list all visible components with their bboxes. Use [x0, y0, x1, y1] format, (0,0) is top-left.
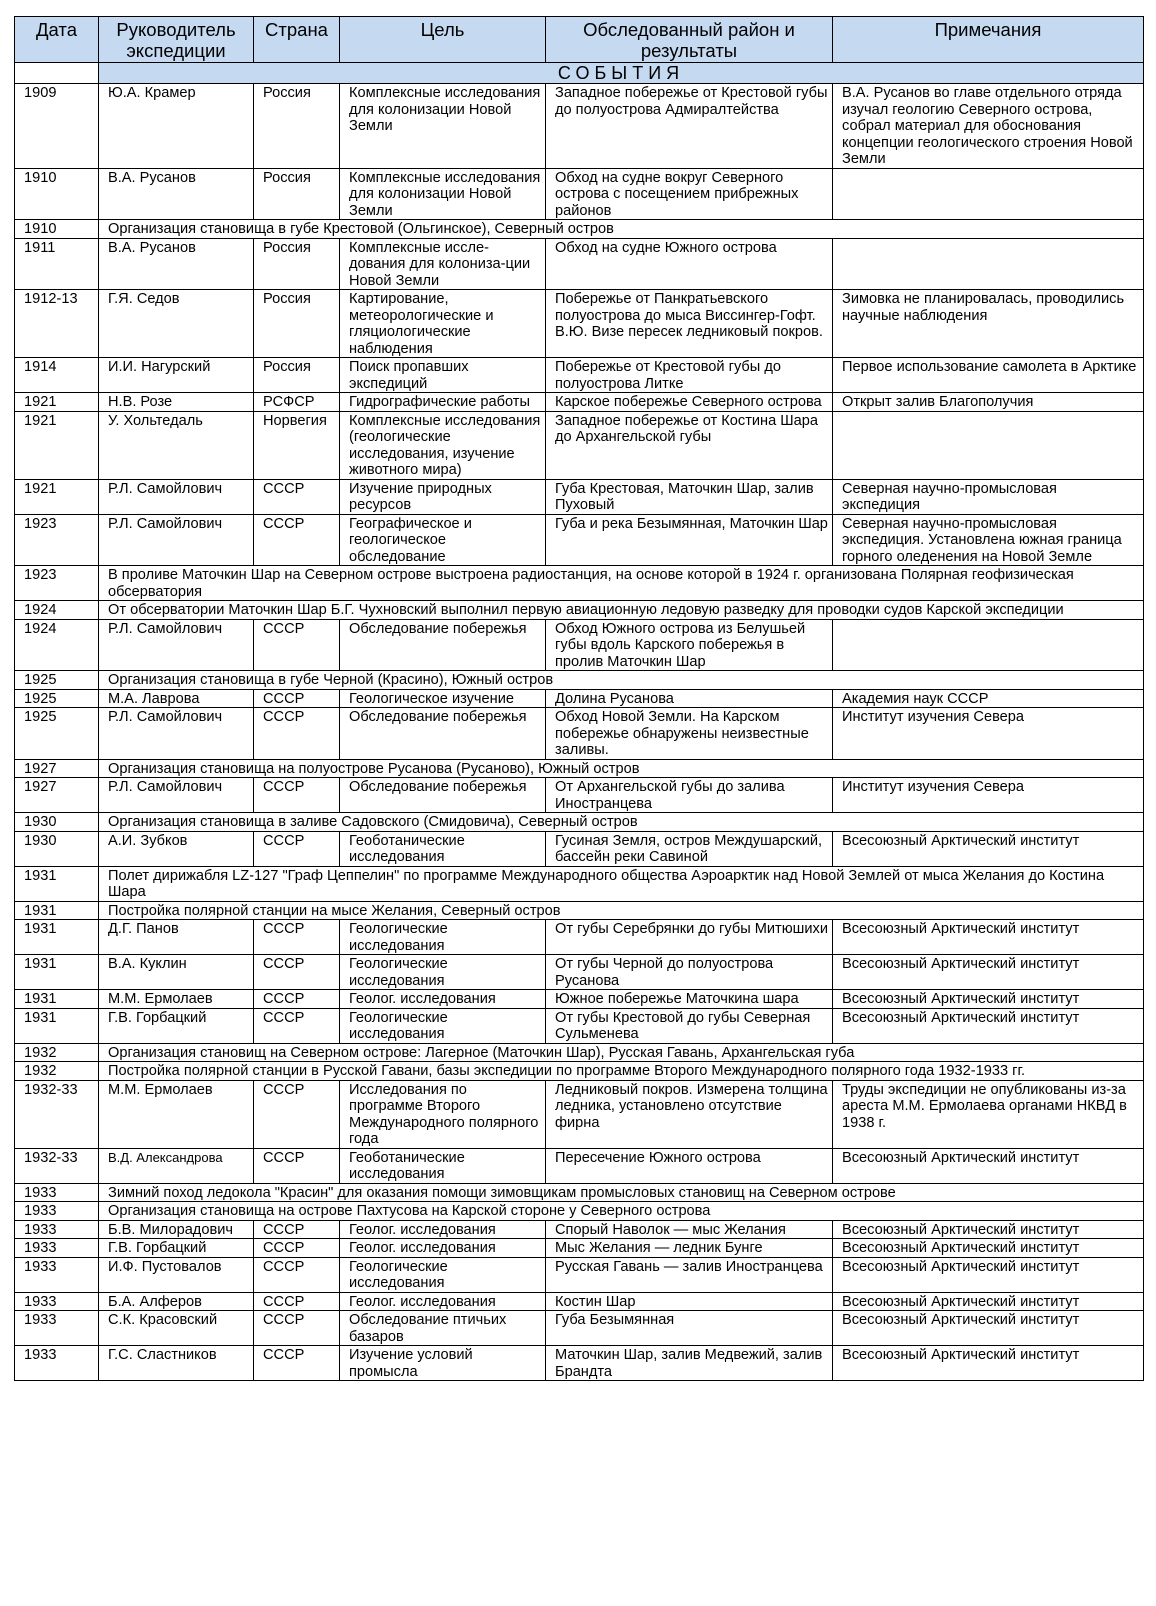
cell-date: 1911 [15, 238, 99, 290]
cell-goal: Геологические исследования [340, 920, 546, 955]
cell-event: Зимний поход ледокола "Красин" для оказания помощи зимовщикам промысловых становищ на Северном острове [99, 1183, 1144, 1202]
cell-notes: Всесоюзный Арктический институт [833, 920, 1144, 955]
cell-leader: Г.Я. Седов [99, 290, 254, 358]
cell-area: Обход Новой Земли. На Карском побережье обнаружены неизвестные заливы. [546, 708, 833, 760]
cell-goal: Географическое и геологическое обследование [340, 514, 546, 566]
cell-notes: Всесоюзный Арктический институт [833, 1220, 1144, 1239]
event-row [15, 566, 1144, 601]
cell-date: 1931 [15, 901, 99, 920]
cell-date: 1931 [15, 990, 99, 1009]
cell-country: СССР [254, 479, 340, 514]
cell-leader: Р.Л. Самойлович [99, 778, 254, 813]
cell-area: Маточкин Шар, залив Медвежий, залив Брандта [546, 1346, 833, 1381]
cell-goal: Комплексные иссле-дования для колониза-ции Новой Земли [340, 238, 546, 290]
cell-notes: Всесоюзный Арктический институт [833, 1148, 1144, 1183]
table-row [15, 1257, 1144, 1292]
cell-notes: В.А. Русанов во главе отдельного отряда изучал геологию Северного острова, собрал материал для обоснования концепции геологического строения Новой Земли [833, 84, 1144, 169]
cell-goal: Геологические исследования [340, 1008, 546, 1043]
cell-event: Организация становища на полуострове Русанова (Русаново), Южный остров [99, 759, 1144, 778]
cell-notes: Всесоюзный Арктический институт [833, 955, 1144, 990]
event-row [15, 1043, 1144, 1062]
cell-event: Организация становища в губе Черной (Красино), Южный остров [99, 671, 1144, 690]
cell-event: От обсерватории Маточкин Шар Б.Г. Чухновский выполнил первую авиационную ледовую разведку для проводки судов Карской экспедиции [99, 601, 1144, 620]
cell-country: СССР [254, 831, 340, 866]
cell-area: Ледниковый покров. Измерена толщина ледника, установлено отсутствие фирна [546, 1080, 833, 1148]
cell-date: 1933 [15, 1202, 99, 1221]
cell-event: Постройка полярной станции в Русской Гавани, базы экспедиции по программе Второго Международного полярного года 1932-1933 гг. [99, 1062, 1144, 1081]
cell-notes: Северная научно-промысловая экспедиция. Установлена южная граница горного оледенения на Новой Земле [833, 514, 1144, 566]
cell-notes: Всесоюзный Арктический институт [833, 1292, 1144, 1311]
cell-goal: Геолог. исследования [340, 1292, 546, 1311]
event-row [15, 1062, 1144, 1081]
table-row [15, 1148, 1144, 1183]
cell-notes: Зимовка не планировалась, проводились научные наблюдения [833, 290, 1144, 358]
cell-date: 1931 [15, 866, 99, 901]
cell-date: 1933 [15, 1183, 99, 1202]
cell-goal: Изучение природных ресурсов [340, 479, 546, 514]
table-row [15, 290, 1144, 358]
table-body [15, 84, 1144, 1381]
cell-notes: Институт изучения Севера [833, 778, 1144, 813]
cell-country: Россия [254, 168, 340, 220]
cell-date: 1923 [15, 566, 99, 601]
cell-country: Россия [254, 290, 340, 358]
table-row [15, 778, 1144, 813]
cell-goal: Геоботанические исследования [340, 831, 546, 866]
table-row [15, 411, 1144, 479]
cell-area: Карское побережье Северного острова [546, 393, 833, 412]
cell-goal: Геолог. исследования [340, 1239, 546, 1258]
cell-goal: Картирование, метеорологические и гляциологические наблюдения [340, 290, 546, 358]
cell-country: СССР [254, 990, 340, 1009]
cell-country: Россия [254, 238, 340, 290]
cell-date: 1927 [15, 778, 99, 813]
cell-date: 1933 [15, 1292, 99, 1311]
cell-goal: Геологическое изучение [340, 689, 546, 708]
cell-area: От губы Серебрянки до губы Митюшихи [546, 920, 833, 955]
cell-date: 1924 [15, 601, 99, 620]
cell-date: 1933 [15, 1239, 99, 1258]
cell-leader: А.И. Зубков [99, 831, 254, 866]
cell-area: Костин Шар [546, 1292, 833, 1311]
cell-goal: Гидрографические работы [340, 393, 546, 412]
table-row [15, 1080, 1144, 1148]
cell-leader: Р.Л. Самойлович [99, 708, 254, 760]
cell-notes: Труды экспедиции не опубликованы из-за ареста М.М. Ермолаева органами НКВД в 1938 г. [833, 1080, 1144, 1148]
header-area: Обследованный район и результаты [546, 17, 833, 63]
cell-notes: Открыт залив Благополучия [833, 393, 1144, 412]
table-row [15, 168, 1144, 220]
cell-area: Обход Южного острова из Белушьей губы вдоль Карского побережья в пролив Маточкин Шар [546, 619, 833, 671]
cell-date: 1914 [15, 358, 99, 393]
cell-leader: Р.Л. Самойлович [99, 479, 254, 514]
cell-date: 1933 [15, 1257, 99, 1292]
cell-leader: Р.Л. Самойлович [99, 619, 254, 671]
cell-area: Западное побережье от Крестовой губы до полуострова Адмиралтейства [546, 84, 833, 169]
cell-notes [833, 168, 1144, 220]
cell-leader: В.Д. Александрова [99, 1148, 254, 1183]
cell-area: Обход на судне Южного острова [546, 238, 833, 290]
header-goal: Цель [340, 17, 546, 63]
cell-country: СССР [254, 1346, 340, 1381]
cell-event: Организация становища в губе Крестовой (Ольгинское), Северный остров [99, 220, 1144, 239]
cell-area: Южное побережье Маточкина шара [546, 990, 833, 1009]
table-row [15, 238, 1144, 290]
cell-goal: Обследование побережья [340, 778, 546, 813]
cell-area: Западное побережье от Костина Шара до Архангельской губы [546, 411, 833, 479]
header-blank [15, 63, 99, 84]
cell-goal: Геологические исследования [340, 955, 546, 990]
table-row [15, 1220, 1144, 1239]
cell-country: СССР [254, 778, 340, 813]
event-row [15, 601, 1144, 620]
cell-country: СССР [254, 920, 340, 955]
cell-date: 1933 [15, 1346, 99, 1381]
cell-country: СССР [254, 1311, 340, 1346]
cell-leader: Н.В. Розе [99, 393, 254, 412]
cell-goal: Комплексные исследования для колонизации Новой Земли [340, 84, 546, 169]
cell-date: 1925 [15, 671, 99, 690]
cell-date: 1925 [15, 689, 99, 708]
cell-area: Губа Крестовая, Маточкин Шар, залив Пуховый [546, 479, 833, 514]
cell-notes [833, 238, 1144, 290]
table-row [15, 831, 1144, 866]
cell-event: Организация становищ на Северном острове: Лагерное (Маточкин Шар), Русская Гавань, Архангельская губа [99, 1043, 1144, 1062]
events-label: СОБЫТИЯ [99, 63, 1144, 84]
cell-country: СССР [254, 1220, 340, 1239]
cell-date: 1933 [15, 1311, 99, 1346]
cell-goal: Обследование птичьих базаров [340, 1311, 546, 1346]
cell-notes: Всесоюзный Арктический институт [833, 1311, 1144, 1346]
cell-area: От губы Крестовой до губы Северная Сульменева [546, 1008, 833, 1043]
cell-area: Обход на судне вокруг Северного острова с посещением прибрежных районов [546, 168, 833, 220]
event-row [15, 901, 1144, 920]
cell-area: Спорый Наволок — мыс Желания [546, 1220, 833, 1239]
expeditions-table [14, 16, 1144, 1381]
cell-goal: Исследования по программе Второго Международного полярного года [340, 1080, 546, 1148]
cell-area: Пересечение Южного острова [546, 1148, 833, 1183]
cell-leader: Ю.А. Крамер [99, 84, 254, 169]
cell-date: 1921 [15, 479, 99, 514]
cell-date: 1909 [15, 84, 99, 169]
cell-date: 1924 [15, 619, 99, 671]
cell-date: 1925 [15, 708, 99, 760]
header-country: Страна [254, 17, 340, 63]
cell-date: 1930 [15, 813, 99, 832]
cell-notes: Северная научно-промысловая экспедиция [833, 479, 1144, 514]
table-row [15, 358, 1144, 393]
cell-notes: Всесоюзный Арктический институт [833, 1008, 1144, 1043]
cell-country: Норвегия [254, 411, 340, 479]
cell-country: СССР [254, 619, 340, 671]
cell-area: Мыс Желания — ледник Бунге [546, 1239, 833, 1258]
cell-country: СССР [254, 1257, 340, 1292]
cell-area: Русская Гавань — залив Иностранцева [546, 1257, 833, 1292]
cell-country: СССР [254, 514, 340, 566]
event-row [15, 220, 1144, 239]
cell-leader: С.К. Красовский [99, 1311, 254, 1346]
cell-country: СССР [254, 1148, 340, 1183]
event-row [15, 671, 1144, 690]
event-row [15, 866, 1144, 901]
cell-date: 1932-33 [15, 1148, 99, 1183]
cell-date: 1931 [15, 955, 99, 990]
header-notes: Примечания [833, 17, 1144, 63]
cell-notes: Всесоюзный Арктический институт [833, 990, 1144, 1009]
cell-goal: Комплексные исследования (геологические исследования, изучение животного мира) [340, 411, 546, 479]
cell-leader: И.Ф. Пустовалов [99, 1257, 254, 1292]
cell-leader: Р.Л. Самойлович [99, 514, 254, 566]
cell-goal: Геолог. исследования [340, 1220, 546, 1239]
cell-notes: Всесоюзный Арктический институт [833, 1239, 1144, 1258]
cell-notes [833, 619, 1144, 671]
cell-date: 1910 [15, 168, 99, 220]
cell-leader: Б.В. Милорадович [99, 1220, 254, 1239]
cell-notes: Академия наук СССР [833, 689, 1144, 708]
cell-date: 1932-33 [15, 1080, 99, 1148]
cell-area: Побережье от Панкратьевского полуострова до мыса Виссингер-Гофт. В.Ю. Визе пересек ледниковый покров. [546, 290, 833, 358]
cell-area: Губа Безымянная [546, 1311, 833, 1346]
cell-country: Россия [254, 84, 340, 169]
cell-leader: У. Хольтедаль [99, 411, 254, 479]
cell-leader: Г.В. Горбацкий [99, 1008, 254, 1043]
cell-leader: В.А. Русанов [99, 168, 254, 220]
cell-goal: Геоботанические исследования [340, 1148, 546, 1183]
table-row [15, 689, 1144, 708]
cell-date: 1923 [15, 514, 99, 566]
cell-area: Губа и река Безымянная, Маточкин Шар [546, 514, 833, 566]
cell-date: 1930 [15, 831, 99, 866]
cell-country: СССР [254, 1008, 340, 1043]
cell-leader: Б.А. Алферов [99, 1292, 254, 1311]
table-row [15, 479, 1144, 514]
cell-goal: Изучение условий промысла [340, 1346, 546, 1381]
table-row [15, 1008, 1144, 1043]
cell-goal: Комплексные исследования для колонизации Новой Земли [340, 168, 546, 220]
cell-leader: В.А. Русанов [99, 238, 254, 290]
cell-area: От Архангельской губы до залива Иностранцева [546, 778, 833, 813]
table-header [15, 17, 1144, 84]
table-row [15, 619, 1144, 671]
cell-date: 1932 [15, 1043, 99, 1062]
cell-event: Постройка полярной станции на мысе Желания, Северный остров [99, 901, 1144, 920]
cell-country: РСФСР [254, 393, 340, 412]
cell-date: 1931 [15, 920, 99, 955]
cell-notes: Всесоюзный Арктический институт [833, 1257, 1144, 1292]
table-row [15, 1239, 1144, 1258]
cell-leader: Д.Г. Панов [99, 920, 254, 955]
cell-notes: Всесоюзный Арктический институт [833, 831, 1144, 866]
cell-leader: Г.С. Сластников [99, 1346, 254, 1381]
cell-date: 1927 [15, 759, 99, 778]
cell-country: Россия [254, 358, 340, 393]
event-row [15, 1202, 1144, 1221]
document-page [14, 16, 1143, 1381]
cell-country: СССР [254, 689, 340, 708]
table-row [15, 920, 1144, 955]
table-row [15, 1346, 1144, 1381]
cell-area: Гусиная Земля, остров Междушарский, бассейн реки Савиной [546, 831, 833, 866]
table-row [15, 1292, 1144, 1311]
cell-goal: Геолог. исследования [340, 990, 546, 1009]
cell-notes: Всесоюзный Арктический институт [833, 1346, 1144, 1381]
cell-date: 1912-13 [15, 290, 99, 358]
cell-date: 1933 [15, 1220, 99, 1239]
cell-leader: В.А. Куклин [99, 955, 254, 990]
cell-event: В проливе Маточкин Шар на Северном острове выстроена радиостанция, на основе которой в 1924 г. организована Полярная геофизическая обсерватория [99, 566, 1144, 601]
cell-area: От губы Черной до полуострова Русанова [546, 955, 833, 990]
table-row [15, 955, 1144, 990]
cell-notes [833, 411, 1144, 479]
cell-date: 1921 [15, 393, 99, 412]
cell-goal: Обследование побережья [340, 708, 546, 760]
cell-country: СССР [254, 1080, 340, 1148]
header-leader: Руководитель экспедиции [99, 17, 254, 63]
table-row [15, 514, 1144, 566]
event-row [15, 813, 1144, 832]
cell-date: 1931 [15, 1008, 99, 1043]
cell-country: СССР [254, 1292, 340, 1311]
table-row [15, 393, 1144, 412]
cell-notes: Первое использование самолета в Арктике [833, 358, 1144, 393]
cell-country: СССР [254, 708, 340, 760]
cell-date: 1910 [15, 220, 99, 239]
cell-area: Долина Русанова [546, 689, 833, 708]
cell-country: СССР [254, 955, 340, 990]
cell-leader: М.М. Ермолаев [99, 1080, 254, 1148]
table-row [15, 84, 1144, 169]
cell-date: 1932 [15, 1062, 99, 1081]
cell-goal: Обследование побережья [340, 619, 546, 671]
cell-date: 1921 [15, 411, 99, 479]
cell-notes: Институт изучения Севера [833, 708, 1144, 760]
cell-event: Организация становища в заливе Садовского (Смидовича), Северный остров [99, 813, 1144, 832]
cell-event: Полет дирижабля LZ-127 "Граф Цеппелин" по программе Международного общества Аэроарктик над Новой Землей от мыса Желания до Костина Шара [99, 866, 1144, 901]
cell-leader: М.А. Лаврова [99, 689, 254, 708]
cell-country: СССР [254, 1239, 340, 1258]
cell-leader: И.И. Нагурский [99, 358, 254, 393]
cell-event: Организация становища на острове Пахтусова на Карской стороне у Северного острова [99, 1202, 1144, 1221]
event-row [15, 1183, 1144, 1202]
cell-leader: Г.В. Горбацкий [99, 1239, 254, 1258]
cell-area: Побережье от Крестовой губы до полуострова Литке [546, 358, 833, 393]
table-row [15, 990, 1144, 1009]
header-date: Дата [15, 17, 99, 63]
cell-leader: М.М. Ермолаев [99, 990, 254, 1009]
cell-goal: Поиск пропавших экспедиций [340, 358, 546, 393]
table-row [15, 1311, 1144, 1346]
cell-goal: Геологические исследования [340, 1257, 546, 1292]
table-row [15, 708, 1144, 760]
event-row [15, 759, 1144, 778]
